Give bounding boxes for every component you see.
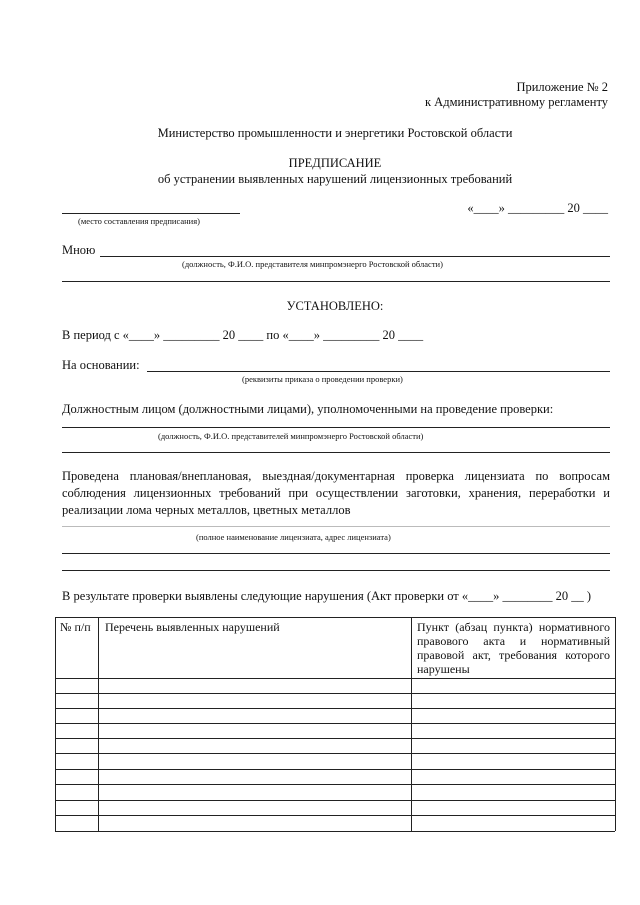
table-col-divider-1	[98, 617, 99, 831]
licensee-line	[62, 526, 610, 527]
licensee-caption: (полное наименование лицензиата, адрес лицензиата)	[196, 532, 391, 542]
licensee-line-3	[62, 570, 610, 571]
table-border-left	[55, 617, 56, 831]
by-me-caption: (должность, Ф.И.О. представителя минпромэнерго Ростовской области)	[182, 259, 443, 269]
table-row	[55, 693, 615, 694]
place-caption: (место составления предписания)	[78, 216, 200, 226]
officials-line	[62, 427, 610, 428]
table-row	[55, 708, 615, 709]
by-me-line	[100, 256, 610, 257]
by-me-label: Мною	[62, 243, 96, 257]
licensee-line-2	[62, 553, 610, 554]
table-border-top	[55, 617, 615, 618]
place-line	[62, 213, 240, 214]
regulation-label: к Административному регламенту	[424, 95, 608, 109]
ministry-name: Министерство промышленности и энергетики Ростовской области	[157, 126, 513, 140]
inspection-paragraph: Проведена плановая/внеплановая, выездная/документарная проверка лицензиата по вопросам соблюдения лицензионных требований при осуществлении заготовки, хранения, переработки и реализации лома черных металлов, цветных металлов	[62, 469, 610, 517]
violations-intro: В результате проверки выявлены следующие нарушения (Акт проверки от «____» ________ 20 __ )	[62, 589, 592, 603]
date-field: «____» _________ 20 ____	[467, 201, 608, 215]
period-text: В период с «____» _________ 20 ____ по «____» _________ 20 ____	[62, 328, 424, 342]
table-row	[55, 769, 615, 770]
table-row	[55, 815, 615, 816]
appendix-label: Приложение № 2	[516, 80, 608, 94]
table-row	[55, 753, 615, 754]
basis-caption: (реквизиты приказа о проведении проверки)	[242, 374, 403, 384]
officials-caption: (должность, Ф.И.О. представителей минпромэнерго Ростовской области)	[158, 431, 424, 441]
table-row	[55, 784, 615, 785]
officials-line-2	[62, 452, 610, 453]
table-border-right	[615, 617, 616, 831]
table-row	[55, 738, 615, 739]
table-col-divider-2	[411, 617, 412, 831]
table-border-bottom	[55, 831, 615, 832]
table-row	[55, 800, 615, 801]
established-heading: УСТАНОВЛЕНО:	[286, 299, 384, 313]
table-row	[55, 678, 615, 679]
basis-line	[147, 371, 610, 372]
table-row	[55, 723, 615, 724]
table-header-list: Перечень выявленных нарушений	[105, 620, 280, 634]
table-header-point: Пункт (абзац пункта) нормативного правового акта и нормативный правовой акт, требования которого нарушены	[417, 620, 610, 676]
document-title: ПРЕДПИСАНИЕ	[288, 156, 382, 170]
officials-label: Должностным лицом (должностными лицами), уполномоченными на проведение проверки:	[62, 402, 554, 416]
basis-label: На основании:	[62, 358, 140, 372]
document-subtitle: об устранении выявленных нарушений лицензионных требований	[157, 172, 513, 186]
by-me-line-2	[62, 281, 610, 282]
table-header-num: № п/п	[60, 620, 91, 634]
